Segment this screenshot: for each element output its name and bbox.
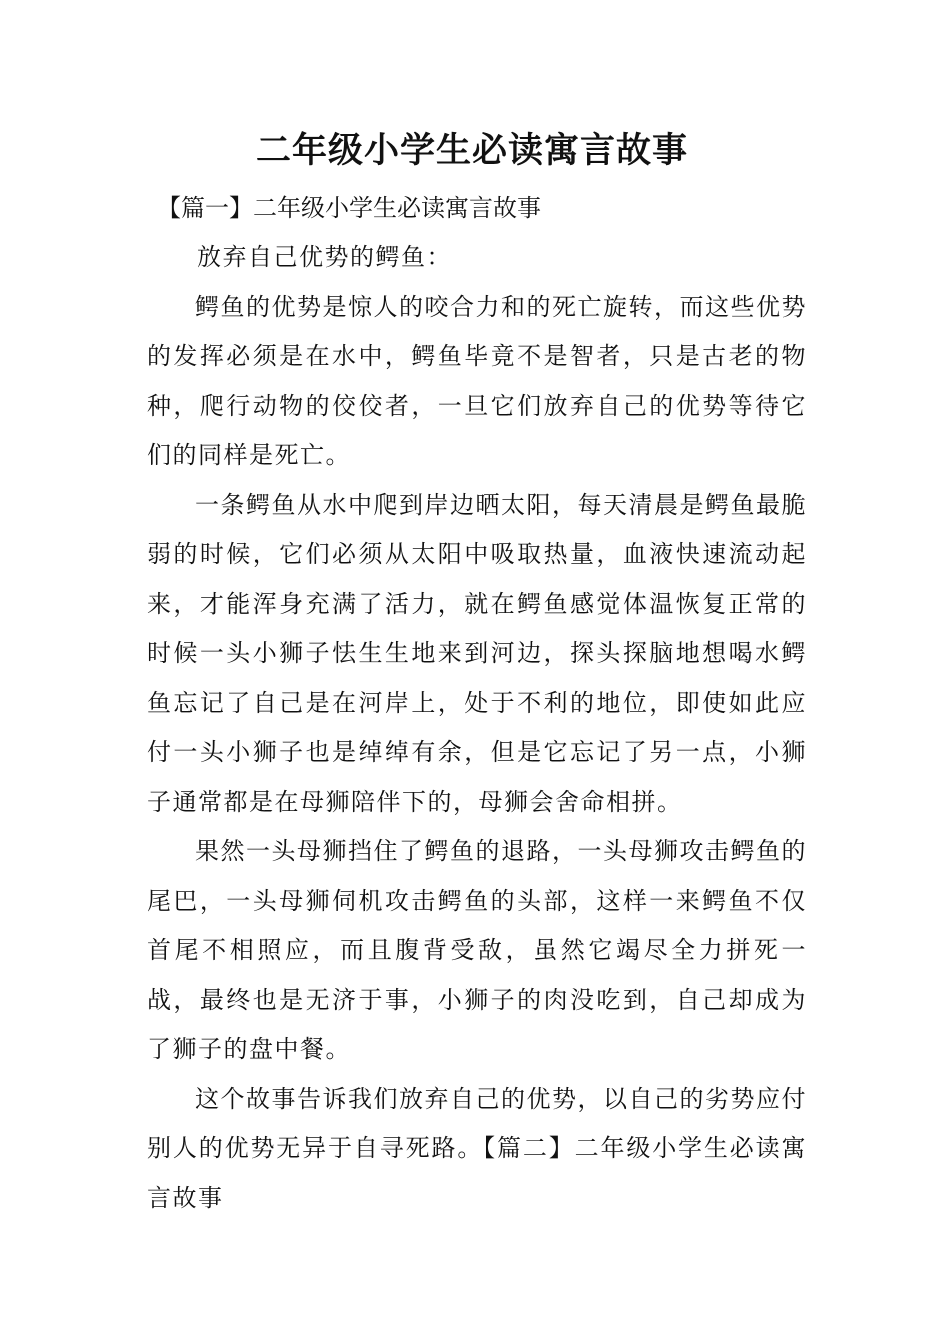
document-title: 二年级小学生必读寓言故事 (255, 130, 688, 171)
story-title: 放弃自己优势的鳄鱼： (197, 243, 452, 271)
paragraph-3: 果然一头母狮挡住了鳄鱼的退路，一头母狮攻击鳄鱼的尾巴，一头母狮伺机攻击鳄鱼的头部，这样一来鳄鱼不仅首尾不相照应，而且腹背受敌，虽然它竭尽全力拼死一战，最终也是无济于事，小狮子的肉没吃到，自己却成为了狮子的盘中餐。 (147, 837, 807, 1063)
section-heading: 【篇一】二年级小学生必读寓言故事 (157, 194, 541, 222)
paragraph-4: 这个故事告诉我们放弃自己的优势，以自己的劣势应付别人的优势无异于自寻死路。【篇二】二年级小学生必读寓言故事 (147, 1084, 807, 1212)
paragraph-2: 一条鳄鱼从水中爬到岸边晒太阳，每天清晨是鳄鱼最脆弱的时候，它们必须从太阳中吸取热量，血液快速流动起来，才能浑身充满了活力，就在鳄鱼感觉体温恢复正常的时候一头小狮子怯生生地来到河边，探头探脑地想喝水鳄鱼忘记了自己是在河岸上，处于不利的地位，即使如此应付一头小狮子也是绰绰有余，但是它忘记了另一点，小狮子通常都是在母狮陪伴下的，母狮会舍命相拼。 (147, 490, 807, 816)
paragraph-1: 鳄鱼的优势是惊人的咬合力和的死亡旋转，而这些优势的发挥必须是在水中，鳄鱼毕竟不是智者，只是古老的物种，爬行动物的佼佼者，一旦它们放弃自己的优势等待它们的同样是死亡。 (147, 292, 807, 469)
document-page (147, 118, 807, 1223)
